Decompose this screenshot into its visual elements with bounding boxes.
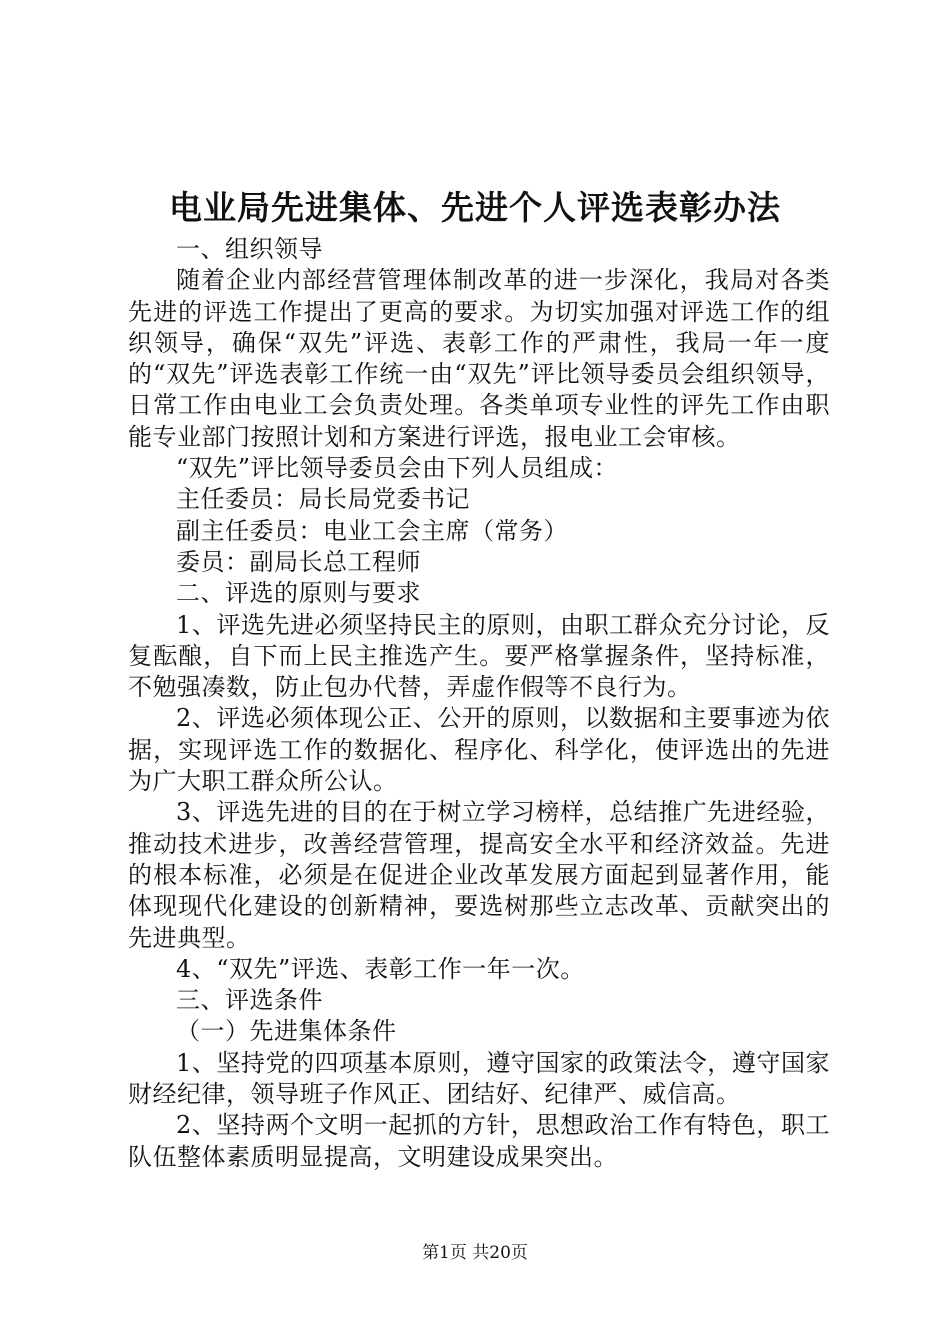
list-item: 2、坚持两个文明一起抓的方针，思想政治工作有特色，职工队伍整体素质明显提高，文明建设成果突出。 — [128, 1111, 830, 1171]
paragraph: 随着企业内部经营管理体制改革的进一步深化，我局对各类先进的评选工作提出了更高的要求。为切实加强对评选工作的组织领导，确保“双先”评选、表彰工作的严肃性，我局一年一度的“双先”评选表彰工作统一由“双先”评比领导委员会组织领导，日常工作由电业工会负责处理。各类单项专业性的评先工作由职能专业部门按照计划和方案进行评选，报电业工会审核。 — [128, 266, 830, 451]
section-heading-organization: 一、组织领导 — [176, 235, 323, 263]
section-heading-conditions: 三、评选条件 — [176, 986, 323, 1015]
committee-member-line: 主任委员：局长局党委书记 — [176, 485, 470, 514]
list-item: 1、评选先进必须坚持民主的原则，由职工群众充分讨论，反复酝酿，自下而上民主推选产生。要严格掌握条件，坚持标准，不勉强凑数，防止包办代替，弄虚作假等不良行为。 — [128, 610, 830, 702]
list-item: 4、“双先”评选、表彰工作一年一次。 — [176, 954, 585, 983]
page-number-footer: 第1页 共20页 — [422, 1243, 528, 1263]
list-item: 3、评选先进的目的在于树立学习榜样，总结推广先进经验，推动技术进步，改善经营管理，提高安全水平和经济效益。先进的根本标准，必须是在促进企业改革发展方面起到显著作用，能体现现代化建设的创新精神，要选树那些立志改革、贡献突出的先进典型。 — [128, 798, 830, 952]
committee-member-line: 副主任委员：电业工会主席（常务） — [176, 516, 568, 545]
section-heading-principles: 二、评选的原则与要求 — [176, 579, 421, 608]
document-body — [128, 234, 830, 1173]
list-item: 2、评选必须体现公正、公开的原则，以数据和主要事迹为依据，实现评选工作的数据化、程序化、科学化，使评选出的先进为广大职工群众所公认。 — [128, 704, 830, 796]
list-item: 1、坚持党的四项基本原则，遵守国家的政策法令，遵守国家财经纪律，领导班子作风正、团结好、纪律严、威信高。 — [128, 1048, 830, 1109]
paragraph: “双先”评比领导委员会由下列人员组成： — [176, 454, 619, 483]
document-title: 电业局先进集体、先进个人评选表彰办法 — [169, 188, 781, 227]
committee-member-line: 委员：副局长总工程师 — [176, 547, 421, 576]
subsection-heading: （一）先进集体条件 — [176, 1017, 397, 1046]
